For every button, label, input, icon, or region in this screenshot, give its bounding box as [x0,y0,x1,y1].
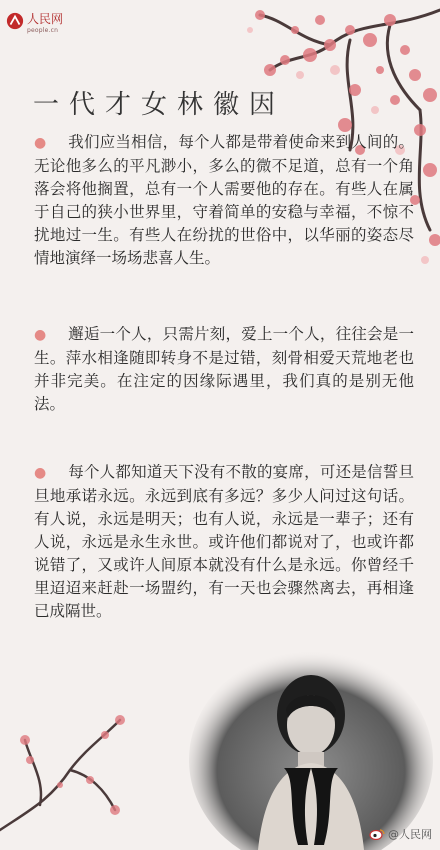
paragraph-text: 邂逅一个人，只需片刻，爱上一个人，往往会是一生。萍水相逢随即转身不是过错，刻骨相爱天荒地老也并非完美。在注定的因缘际遇里，我们真的是别无他法。 [34,325,414,413]
bullet-icon: ● [34,465,47,481]
page-title: 一代才女林徽因 [33,90,286,120]
bullet-icon: ● [34,135,47,151]
paragraph-1 [34,131,414,270]
bullet-icon: ● [34,327,47,343]
logo-wordmark [27,8,63,34]
paragraph-2 [34,323,414,416]
logo-text: 人民网 [27,12,64,26]
logo-subtext: people.cn [27,27,59,34]
paragraph-3 [34,461,414,623]
plum-branch-decoration [0,680,130,850]
lin-huiyin-portrait [186,640,436,850]
paragraph-text: 每个人都知道天下没有不散的宴席，可还是信誓旦旦地承诺永远。永远到底有多远？多少人问过这句话。有人说，永远是明天；也有人说，永远是一辈子；还有人说，永远是永生永世。或许他们都说对了，也或许都说错了，又或许人间原本就没有什么是永远。你曾经千里迢迢来赶赴一场盟约，有一天也会骤然离去，再相逢已成隔世。 [34,463,414,620]
people-daily-logo-icon [6,12,24,30]
weibo-watermark [369,826,432,842]
site-logo[interactable] [6,8,76,34]
watermark-text: @人民网 [388,828,432,841]
weibo-icon [369,828,385,840]
paragraph-text: 我们应当相信，每个人都是带着使命来到人间的。无论他多么的平凡渺小，多么的微不足道，总有一个角落会将他搁置，总有一个人需要他的存在。有些人在属于自己的狭小世界里，守着简单的安稳与幸福，不惊不扰地过一生。有些人在纷扰的世俗中，以华丽的姿态尽情地演绎一场场悲喜人生。 [34,133,414,267]
